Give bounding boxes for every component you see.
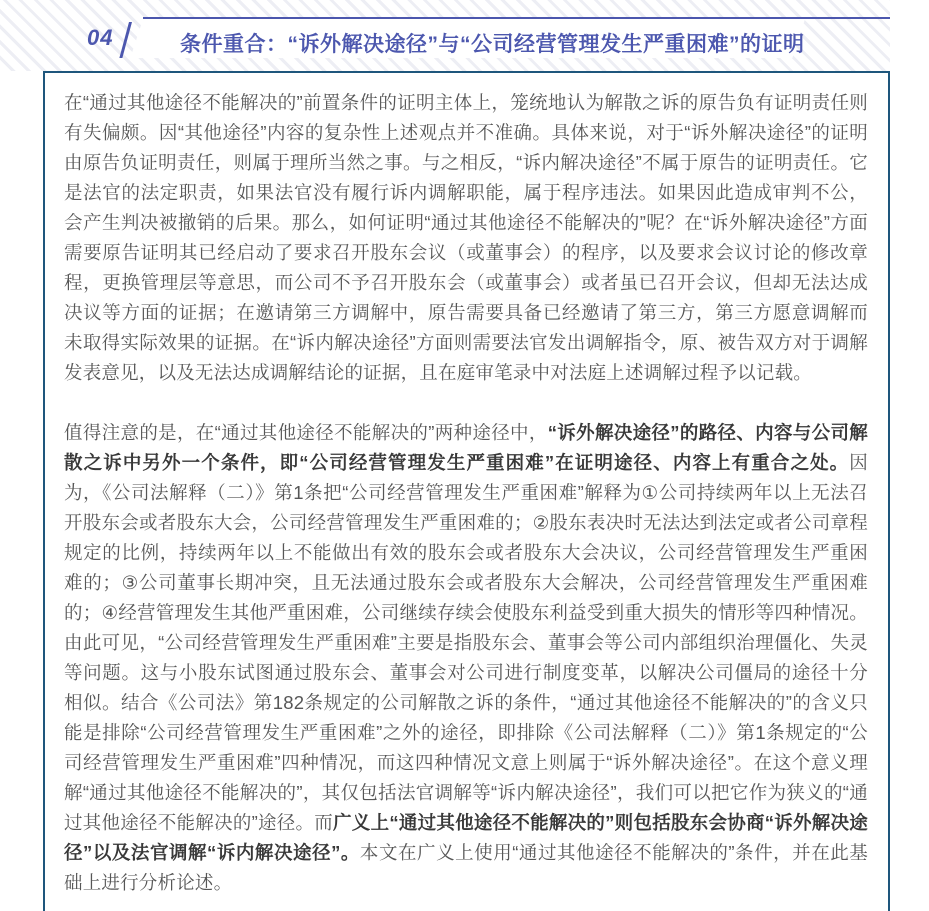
paragraph-2-segment-bold: “诉外解决途径”的路径、内容与公司解散之诉中另外一个条件，即“公司经营管理发生严重困难”在证明途径、内容上有重合之处。	[64, 422, 868, 473]
paragraph-2-segment-bold: 广义上“通过其他途径不能解决的”则包括股东会协商“诉外解决途径”以及法官调解“诉内解决途径”。	[64, 812, 868, 863]
paragraph-2-segment-plain: 值得注意的是，在“通过其他途径不能解决的”两种途径中，	[64, 422, 548, 443]
paragraph-1: 在“通过其他途径不能解决的”前置条件的证明主体上，笼统地认为解散之诉的原告负有证明责任则有失偏颇。因“其他途径”内容的复杂性上述观点并不准确。具体来说，对于“诉外解决途径”的证明由原告负证明责任，则属于理所当然之事。与之相反，“诉内解决途径”不属于原告的证明责任。它是法官的法定职责，如果法官没有履行诉内调解职能，属于程序违法。如果因此造成审判不公，会产生判决被撤销的后果。那么，如何证明“通过其他途径不能解决的”呢？在“诉外解决途径”方面需要原告证明其已经启动了要求召开股东会议（或董事会）的程序，以及要求会议讨论的修改章程，更换管理层等意思，而公司不予召开股东会（或董事会）或者虽已召开会议，但却无法达成决议等方面的证据；在邀请第三方调解中，原告需要具备已经邀请了第三方，第三方愿意调解而未取得实际效果的证据。在“诉内解决途径”方面则需要法官发出调解指令，原、被告双方对于调解发表意见，以及无法达成调解结论的证据，且在庭审笔录中对法庭上述调解过程予以记载。	[64, 92, 868, 383]
content-card	[43, 71, 890, 911]
paragraph-2-segment-plain: 因为，《公司法解释（二）》第1条把“公司经营管理发生严重困难”解释为①公司持续两年以上无法召开股东会或者股东大会，公司经营管理发生严重困难的；②股东表决时无法达到法定或者公司章程规定的比例，持续两年以上不能做出有效的股东会或者股东大会决议，公司经营管理发生严重困难的；③公司董事长期冲突，且无法通过股东会或者股东大会解决，公司经营管理发生严重困难的；④经营管理发生其他严重困难，公司继续存续会使股东利益受到重大损失的情形等四种情况。由此可见，“公司经营管理发生严重困难”主要是指股东会、董事会等公司内部组织治理僵化、失灵等问题。这与小股东试图通过股东会、董事会对公司进行制度变革，以解决公司僵局的途径十分相似。结合《公司法》第182条规定的公司解散之诉的条件，“通过其他途径不能解决的”的含义只能是排除“公司经营管理发生严重困难”之外的途径，即排除《公司法解释（二）》第1条规定的“公司经营管理发生严重困难”四种情况，而这四种情况文意上则属于“诉外解决途径”。在这个意义理解“通过其他途径不能解决的”，其仅包括法官调解等“诉内解决途径”，我们可以把它作为狭义的“通过其他途径不能解决的”途径。而	[64, 452, 868, 833]
section-number: 04	[87, 25, 114, 50]
paragraph-2-segment-plain: 本文在广义上使用“通过其他途径不能解决的”条件，并在此基础上进行分析论述。	[64, 842, 868, 893]
section-title: 条件重合：“诉外解决途径”与“公司经营管理发生严重困难”的证明	[180, 33, 805, 56]
paragraph-2	[64, 418, 868, 898]
